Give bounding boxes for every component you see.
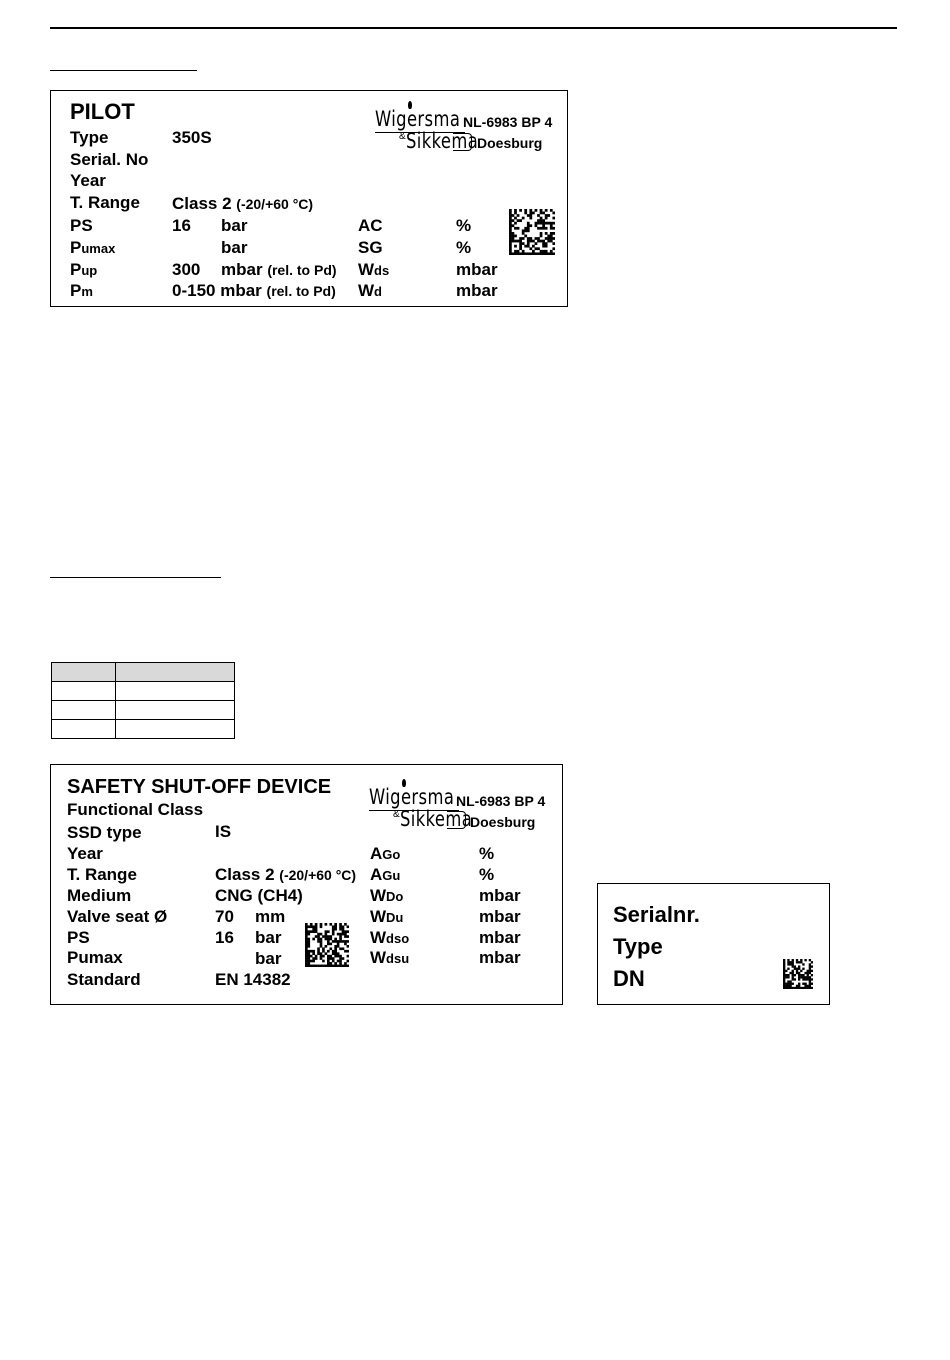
wdso-unit: mbar: [479, 928, 521, 947]
wdsu-unit: mbar: [479, 948, 521, 967]
top-rule: [50, 27, 897, 29]
pup-unit: mbar (rel. to Pd): [221, 260, 337, 279]
ssd-type-label: SSD type: [67, 823, 142, 842]
standard-value: EN 14382: [215, 970, 291, 989]
wdso-label: Wdso: [370, 928, 410, 947]
agu-unit: %: [479, 865, 495, 884]
serial-nameplate: [597, 883, 830, 1005]
sg-label: SG: [358, 238, 383, 257]
type-label: Type: [70, 128, 109, 147]
wdo-label: WDo: [370, 886, 404, 905]
wdo-unit: mbar: [479, 886, 521, 905]
ssd-pumax-label: Pumax: [67, 948, 123, 967]
sg-unit: %: [456, 238, 472, 257]
ssd-title: SAFETY SHUT-OFF DEVICE: [67, 776, 332, 798]
ago-label: AGo: [370, 844, 401, 863]
agu-label: AGu: [370, 865, 401, 884]
logo-address-line1: NL-6983 BP 4: [463, 114, 553, 130]
wd-unit: mbar: [456, 281, 498, 300]
pilot-title: PILOT: [70, 99, 135, 124]
pup-value: 300: [172, 260, 201, 279]
ssd-year-label: Year: [67, 844, 103, 863]
ac-label: AC: [358, 216, 383, 235]
serialnr-label: Serialnr.: [613, 902, 700, 927]
ssd-nameplate: [50, 764, 563, 1005]
ps-label: PS: [70, 216, 93, 235]
medium-value: CNG (CH4): [215, 886, 303, 905]
datamatrix-code-icon: [305, 923, 349, 967]
wigersma-sikkema-logo: Wigersma & Sikkema NL-6983 BP 4 Doesburg: [373, 101, 563, 151]
empty-table: [51, 662, 235, 739]
wds-label: Wds: [358, 260, 390, 279]
trange-label: T. Range: [70, 193, 140, 212]
valve-seat-value: 70: [215, 907, 234, 926]
ssd-ps-unit: bar: [255, 928, 282, 947]
trange-value: Class 2 (-20/+60 °C): [172, 194, 314, 213]
dn-label: DN: [613, 966, 645, 991]
ssd-ps-label: PS: [67, 928, 90, 947]
ssd-trange-value: Class 2 (-20/+60 °C): [215, 865, 357, 884]
wigersma-sikkema-logo: Wigersma & Sikkema NL-6983 BP 4 Doesburg: [367, 779, 557, 829]
pilot-nameplate: [50, 90, 568, 307]
ssd-pumax-unit: bar: [255, 949, 282, 968]
serial-type-label: Type: [613, 934, 663, 959]
pumax-label: Pumax: [70, 238, 116, 257]
ssd-ps-value: 16: [215, 928, 234, 947]
serial-label: Serial. No: [70, 150, 149, 169]
section-underline-2: [50, 577, 221, 578]
ac-unit: %: [456, 216, 472, 235]
valve-seat-unit: mm: [255, 907, 286, 926]
standard-label: Standard: [67, 970, 141, 989]
datamatrix-code-icon: [509, 209, 555, 255]
ssd-type-value: IS: [215, 822, 232, 841]
functional-class-label: Functional Class: [67, 800, 204, 819]
pumax-unit: bar: [221, 238, 248, 257]
wd-label: Wd: [358, 281, 382, 300]
pup-label: Pup: [70, 260, 98, 279]
year-label: Year: [70, 171, 106, 190]
medium-label: Medium: [67, 886, 132, 905]
ago-unit: %: [479, 844, 495, 863]
pm-label: Pm: [70, 281, 93, 300]
section-underline-1: [50, 70, 197, 71]
ps-unit: bar: [221, 216, 248, 235]
wdu-label: WDu: [370, 907, 404, 926]
logo-address-line2: Doesburg: [470, 814, 536, 830]
wdsu-label: Wdsu: [370, 948, 410, 967]
logo-address-line1: NL-6983 BP 4: [456, 793, 546, 809]
wdu-unit: mbar: [479, 907, 521, 926]
wds-unit: mbar: [456, 260, 498, 279]
datamatrix-code-icon: [783, 959, 813, 989]
valve-seat-label: Valve seat Ø: [67, 907, 168, 926]
type-value: 350S: [172, 128, 212, 147]
ps-value: 16: [172, 216, 191, 235]
ssd-trange-label: T. Range: [67, 865, 137, 884]
pm-value: 0-150 mbar (rel. to Pd): [172, 281, 336, 300]
logo-address-line2: Doesburg: [477, 135, 543, 151]
